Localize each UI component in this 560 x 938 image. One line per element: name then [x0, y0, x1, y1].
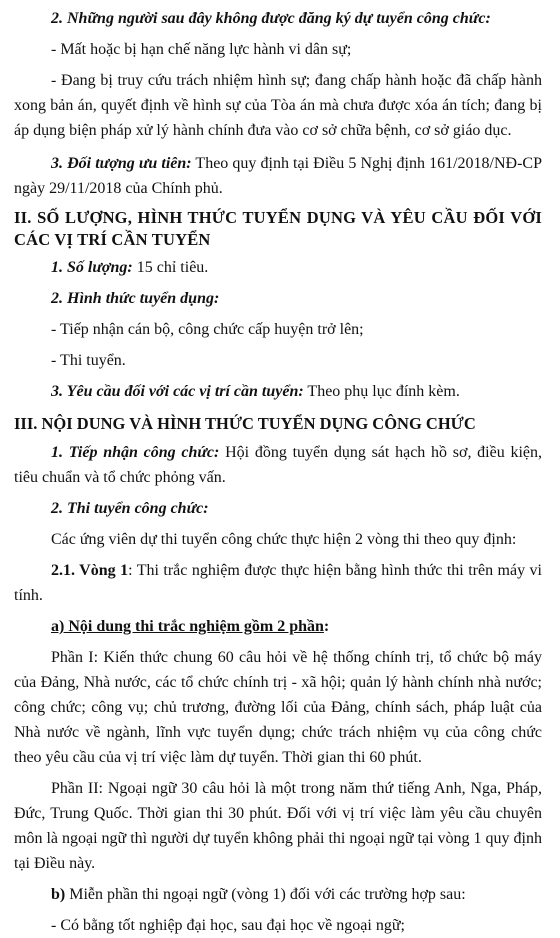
section1-item3-paragraph [14, 151, 542, 201]
section3-part-b-bullet1: - Có bằng tốt nghiệp đại học, sau đại học về ngoại ngữ; [51, 917, 405, 934]
section3-round1-text: : Thi trắc nghiệm được thực hiện bằng hình thức thi trên máy vi tính. [14, 562, 542, 604]
section2-item1-label: 1. Số lượng: [51, 259, 133, 276]
section1-item3-text: Theo quy định tại Điều 5 Nghị định 161/2018/NĐ-CP ngày 29/11/2018 của Chính phủ. [14, 155, 543, 197]
section3-item1-label: 1. Tiếp nhận công chức: [51, 444, 220, 461]
section3-part2: Phần II: Ngoại ngữ 30 câu hỏi là một trong năm thứ tiếng Anh, Nga, Pháp, Đức, Trung Quốc. Thời gian thi 30 phút. Đối với vị trí việc làm yêu cầu chuyên môn là ngoại ngữ thì người dự tuyển không phải thi ngoại ngữ tại vòng 1 quy định tại Điều này. [14, 780, 542, 872]
section2-item3-label: 3. Yêu cầu đối với các vị trí cần tuyển: [51, 383, 304, 400]
section3-item1-text: Hội đồng tuyển dụng sát hạch hồ sơ, điều kiện, tiêu chuẩn và tổ chức phỏng vấn. [14, 444, 543, 486]
section2-item2-label: 2. Hình thức tuyển dụng: [51, 290, 220, 307]
section3-part-a-heading-line [14, 614, 542, 639]
section2-item3-paragraph [14, 379, 542, 404]
section1-item2-bullet2: - Đang bị truy cứu trách nhiệm hình sự; đang chấp hành hoặc đã chấp hành xong bản án, quyết định về hình sự của Tòa án mà chưa được xóa án tích; đang bị áp dụng biện pháp xử lý hành chính đưa vào cơ sở chữa bệnh, cơ sở giáo dục. [14, 72, 542, 139]
section2-item1-paragraph [14, 255, 542, 280]
section1-item3-label: 3. Đối tượng ưu tiên: [51, 155, 192, 172]
section3-item1-paragraph [14, 440, 542, 490]
section3-heading: III. NỘI DUNG VÀ HÌNH THỨC TUYỂN DỤNG CÔNG CHỨC [14, 414, 476, 433]
section3-intro: Các ứng viên dự thi tuyển công chức thực hiện 2 vòng thi theo quy định: [51, 531, 517, 548]
section3-part-a-colon: : [323, 618, 330, 635]
section3-part-b-label: b) [51, 886, 66, 903]
section2-item2-bullet1: - Tiếp nhận cán bộ, công chức cấp huyện trở lên; [51, 321, 364, 338]
section3-round1-paragraph [14, 558, 542, 608]
section3-part-a-heading: a) Nội dung thi trắc nghiệm gồm 2 phần [51, 618, 324, 635]
section2-item1-text: 15 chỉ tiêu. [132, 259, 209, 276]
section2-item2-bullet2: - Thi tuyển. [51, 352, 126, 369]
section2-heading: II. SỐ LƯỢNG, HÌNH THỨC TUYỂN DỤNG VÀ YÊU CẦU ĐỐI VỚI CÁC VỊ TRÍ CẦN TUYỂN [14, 208, 542, 249]
section3-part1: Phần I: Kiến thức chung 60 câu hỏi về hệ thống chính trị, tổ chức bộ máy của Đảng, Nhà nước, các tổ chức chính trị - xã hội; quản lý hành chính nhà nước; công chức; công vụ; chủ trương, đường lối của Đảng, chính sách, pháp luật của Nhà nước về ngành, lĩnh vực tuyển dụng; chức trách nhiệm vụ của công chức theo yêu cầu của vị trí việc làm dự tuyển. Thời gian thi 60 phút. [14, 649, 542, 766]
section3-item2-label: 2. Thi tuyển công chức: [51, 500, 209, 517]
section3-part-b-paragraph [14, 882, 542, 907]
section3-part-b-text: Miễn phần thi ngoại ngữ (vòng 1) đối với các trường hợp sau: [65, 886, 466, 903]
section2-item3-text: Theo phụ lục đính kèm. [303, 383, 460, 400]
section1-item2-heading: 2. Những người sau đây không được đăng ký dự tuyển công chức: [51, 10, 491, 27]
section1-item2-bullet1: - Mất hoặc bị hạn chế năng lực hành vi dân sự; [51, 41, 352, 58]
section3-round1-label: 2.1. Vòng 1 [51, 562, 129, 579]
